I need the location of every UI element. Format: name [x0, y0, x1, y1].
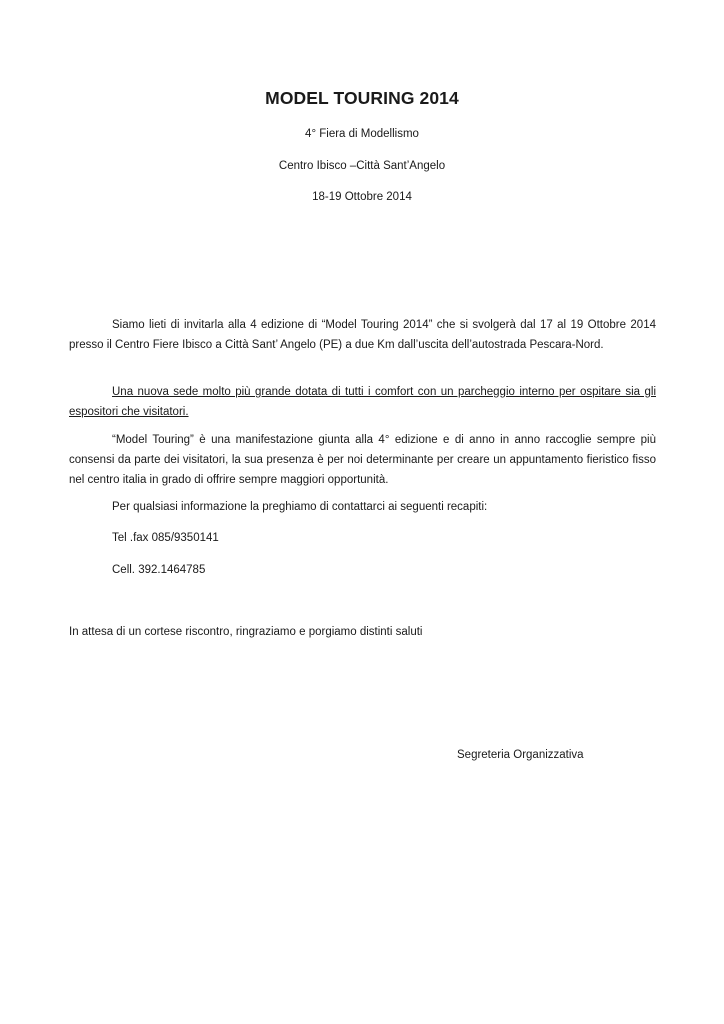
closing-line: In attesa di un cortese riscontro, ringraziamo e porgiamo distinti saluti	[69, 626, 423, 638]
new-venue-paragraph	[69, 382, 656, 422]
event-description-paragraph: “Model Touring” è una manifestazione giunta alla 4° edizione e di anno in anno raccoglie sempre più consensi da parte dei visitatori, la sua presenza è per noi determinante per creare un appuntamento fieristico fisso nel centro italia in grado di offrire sempre maggiori opportunità.	[69, 434, 656, 486]
signature: Segreteria Organizzativa	[457, 749, 584, 761]
invitation-paragraph: Siamo lieti di invitarla alla 4 edizione di “Model Touring 2014” che si svolgerà dal 17 al 19 Ottobre 2014 presso il Centro Fiere Ibisco a Città Sant’ Angelo (PE) a due Km dall’uscita dell’autostrada Pescara-Nord.	[69, 319, 656, 351]
contact-intro: Per qualsiasi informazione la preghiamo di contattarci ai seguenti recapiti:	[112, 501, 488, 513]
event-venue: Centro Ibisco –Città Sant’Angelo	[278, 160, 446, 172]
event-subtitle: 4° Fiera di Modellismo	[305, 128, 419, 140]
new-venue-text: Una nuova sede molto più grande dotata di tutti i comfort con un parcheggio interno per ospitare sia gli espositori che visitatori.	[69, 386, 656, 418]
phone-fax: Tel .fax 085/9350141	[112, 532, 219, 544]
event-dates: 18-19 Ottobre 2014	[312, 191, 412, 203]
mobile-phone: Cell. 392.1464785	[112, 564, 206, 576]
document-title: MODEL TOURING 2014	[265, 88, 459, 108]
